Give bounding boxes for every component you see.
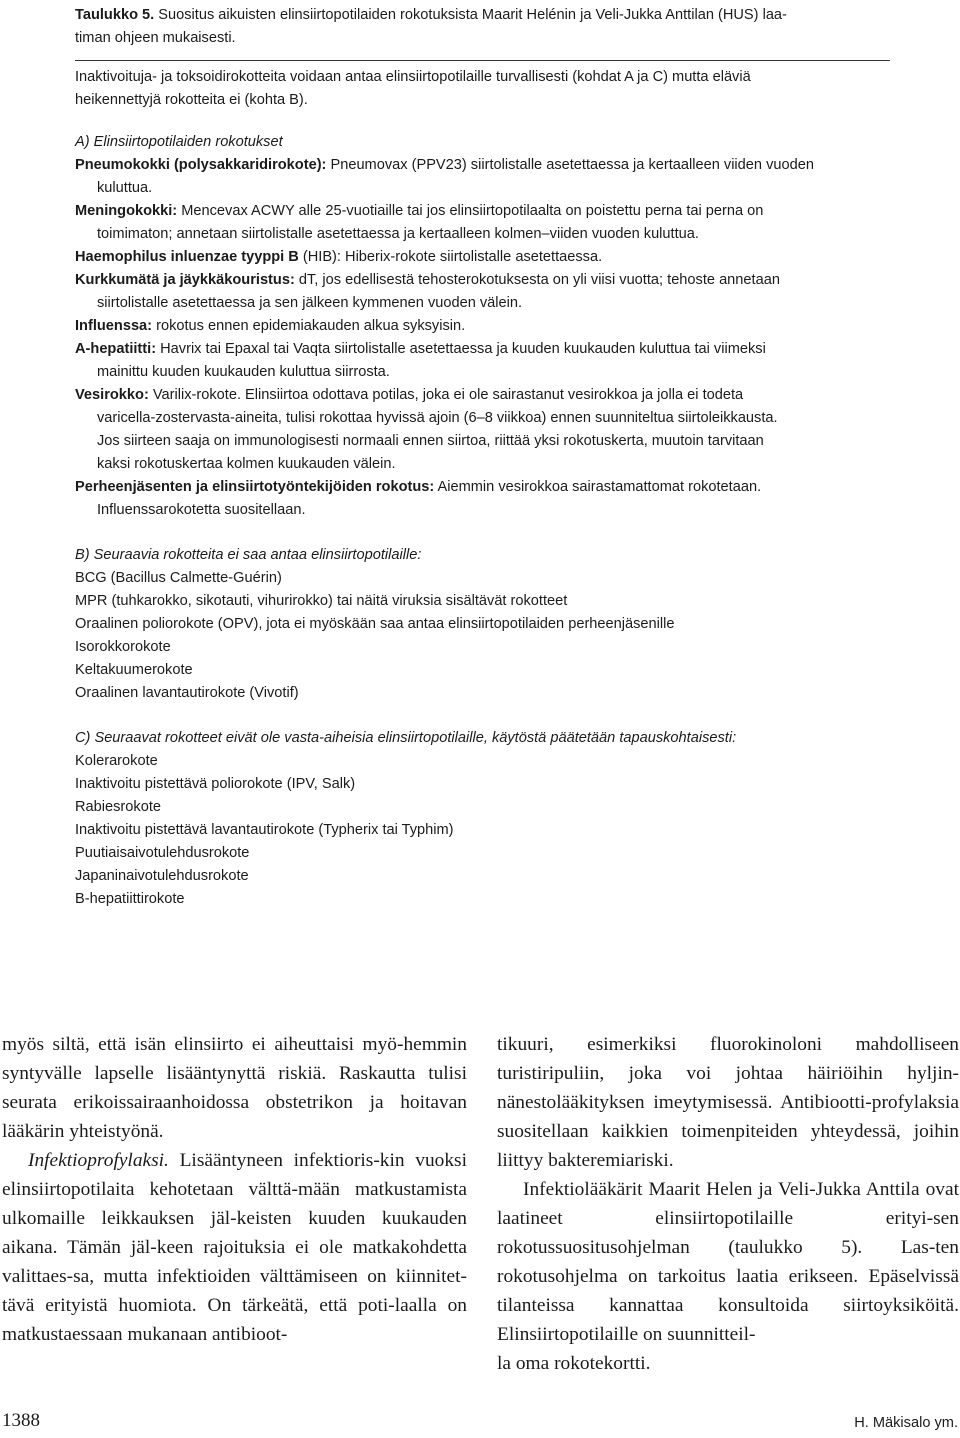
caption-text-line2: timan ohjeen mukaisesti.: [75, 30, 236, 46]
body-column-right: [497, 1030, 959, 1378]
item-pneumokokki: Pneumokokki (polysakkaridirokote): Pneumovax (PPV23) siirtolistalle asetettaessa ja kertaalleen viiden vuoden kuluttua.: [75, 157, 814, 196]
paragraph: Infektiolääkärit Maarit Helen ja Veli-Jukka Anttila ovat laatineet elinsiirtopotilaille erityi-sen rokotussuositusohjelman (taulukko 5). Las-ten rokotusohjelma on tarkoitus laatia erikseen. Epäselvissä tilanteissa kannattaa konsultoida siirtoyksiköitä. Elinsiirtopotilaille on suunnitteil-: [497, 1179, 959, 1345]
body-column-left: [2, 1030, 467, 1349]
item-vesirokko: Vesirokko: Varilix-rokote. Elinsiirtoa odottava potilas, joka ei ole sairastanut vesirokkoa ja jolla ei todeta varicella-zostervasta-aineita, tulisi rokottaa hyvissä ajoin (6–8 viikkoa) ennen suunniteltua siirtoleikkausta. Jos siirteen saaja on immunologisesti normaali ennen siirtoa, riittää yksi rokotuskerta, muutoin tarvitaan kaksi rokotuskertaa kolmen kuukauden välein.: [75, 387, 778, 472]
subheading-infektioprofylaksi: Infektioprofylaksi.: [28, 1150, 169, 1171]
paragraph-end: la oma rokotekortti.: [497, 1353, 651, 1374]
table-caption: [75, 4, 915, 50]
table-intro: Inaktivoituja- ja toksoidirokotteita voidaan antaa elinsiirtopotilaille turvallisesti (kohdat A ja C) mutta eläviä heikennettyjä rokotteita ei (kohta B).: [75, 69, 751, 108]
caption-label: Taulukko 5.: [75, 7, 155, 23]
section-b-item: Oraalinen lavantautirokote (Vivotif): [75, 685, 299, 701]
vaccination-table: [75, 66, 905, 911]
paragraph: tikuuri, esimerkiksi fluorokinoloni mahdolliseen turistiripuliin, joka voi johtaa häiriöihin hyljin-nänestolääkityksen imeytymisessä. Antibiootti-profylaksia suositellaan kaikkien toimenpiteiden yhteydessä, joihin liittyy bakteremiariski.: [497, 1034, 959, 1171]
section-a-heading: A) Elinsiirtopotilaiden rokotukset: [75, 134, 283, 150]
page-number: 1388: [2, 1410, 40, 1431]
section-c-item: B-hepatiittirokote: [75, 891, 185, 907]
item-haemophilus: Haemophilus inluenzae tyyppi B (HIB): Hiberix-rokote siirtolistalle asetettaessa.: [75, 249, 603, 265]
section-b-item: Oraalinen poliorokote (OPV), jota ei myöskään saa antaa elinsiirtopotilaiden perheenjäsenille: [75, 616, 675, 632]
section-b-item: MPR (tuhkarokko, sikotauti, vihurirokko) tai näitä viruksia sisältävät rokotteet: [75, 593, 568, 609]
section-c-item: Kolerarokote: [75, 753, 158, 769]
item-meningokokki: Meningokokki: Mencevax ACWY alle 25-vuotiaille tai jos elinsiirtopotilaalta on poistettu perna tai perna on toimimaton; annetaan siirtolistalle asetettaessa ja kertaalleen kolmen–viiden vuoden kuluttua.: [75, 203, 764, 242]
section-b-item: Isorokkorokote: [75, 639, 171, 655]
paragraph: Infektioprofylaksi. Lisääntyneen infektioris-kin vuoksi elinsiirtopotilaita kehotetaan välttä-mään matkustamista ulkomaille leikkauksen jäl-keisten kuuden kuukauden aikana. Tämän jäl-keen rajoituksia ei ole matkakohdetta valittaes-sa, mutta infektioiden välttämiseen on kiinnitet-tävä erityistä huomiota. On tärkeätä, että poti-laalla on matkustaessaan mukanaan antibioot-: [2, 1150, 467, 1345]
section-c-item: Inaktivoitu pistettävä poliorokote (IPV, Salk): [75, 776, 356, 792]
section-b-item: BCG (Bacillus Calmette-Guérin): [75, 570, 282, 586]
item-kurkkumata: Kurkkumätä ja jäykkäkouristus: dT, jos edellisestä tehosterokotuksesta on yli viisi vuotta; tehoste annetaan siirtolistalle asetettaessa ja sen jälkeen kymmenen vuoden välein.: [75, 272, 780, 311]
section-c-item: Japaninaivotulehdusrokote: [75, 868, 249, 884]
paragraph: myös siltä, että isän elinsiirto ei aiheuttaisi myö-hemmin syntyvälle lapselle lisääntynyttä riskiä. Raskautta tulisi seurata erikoissairaanhoidossa obstetrikon ja hoitavan lääkärin yhteistyönä.: [2, 1034, 467, 1142]
item-a-hepatiitti: A-hepatiitti: Havrix tai Epaxal tai Vaqta siirtolistalle asetettaessa ja kuuden kuukauden kuluttua tai viimeksi mainittu kuuden kuukauden kuluttua siirrosta.: [75, 341, 766, 380]
running-author: H. Mäkisalo ym.: [854, 1415, 958, 1431]
section-b-item: Keltakuumerokote: [75, 662, 193, 678]
section-b-heading: B) Seuraavia rokotteita ei saa antaa elinsiirtopotilaille:: [75, 547, 422, 563]
item-influenssa: Influenssa: rokotus ennen epidemiakauden alkua syksyisin.: [75, 318, 466, 334]
table-top-rule: [75, 60, 890, 61]
section-c-item: Rabiesrokote: [75, 799, 161, 815]
caption-text-line1: Suositus aikuisten elinsiirtopotilaiden rokotuksista Maarit Helénin ja Veli-Jukka Anttilan (HUS) laa-: [154, 7, 787, 23]
section-c-heading: C) Seuraavat rokotteet eivät ole vasta-aiheisia elinsiirtopotilaille, käytöstä päätetään tapauskohtaisesti:: [75, 730, 737, 746]
section-c-item: Inaktivoitu pistettävä lavantautirokote (Typherix tai Typhim): [75, 822, 454, 838]
item-perheenjasenet: Perheenjäsenten ja elinsiirtotyöntekijöiden rokotus: Aiemmin vesirokkoa sairastamattomat rokotetaan. Influenssarokotetta suositellaan.: [75, 479, 762, 518]
section-c-item: Puutiaisaivotulehdusrokote: [75, 845, 250, 861]
